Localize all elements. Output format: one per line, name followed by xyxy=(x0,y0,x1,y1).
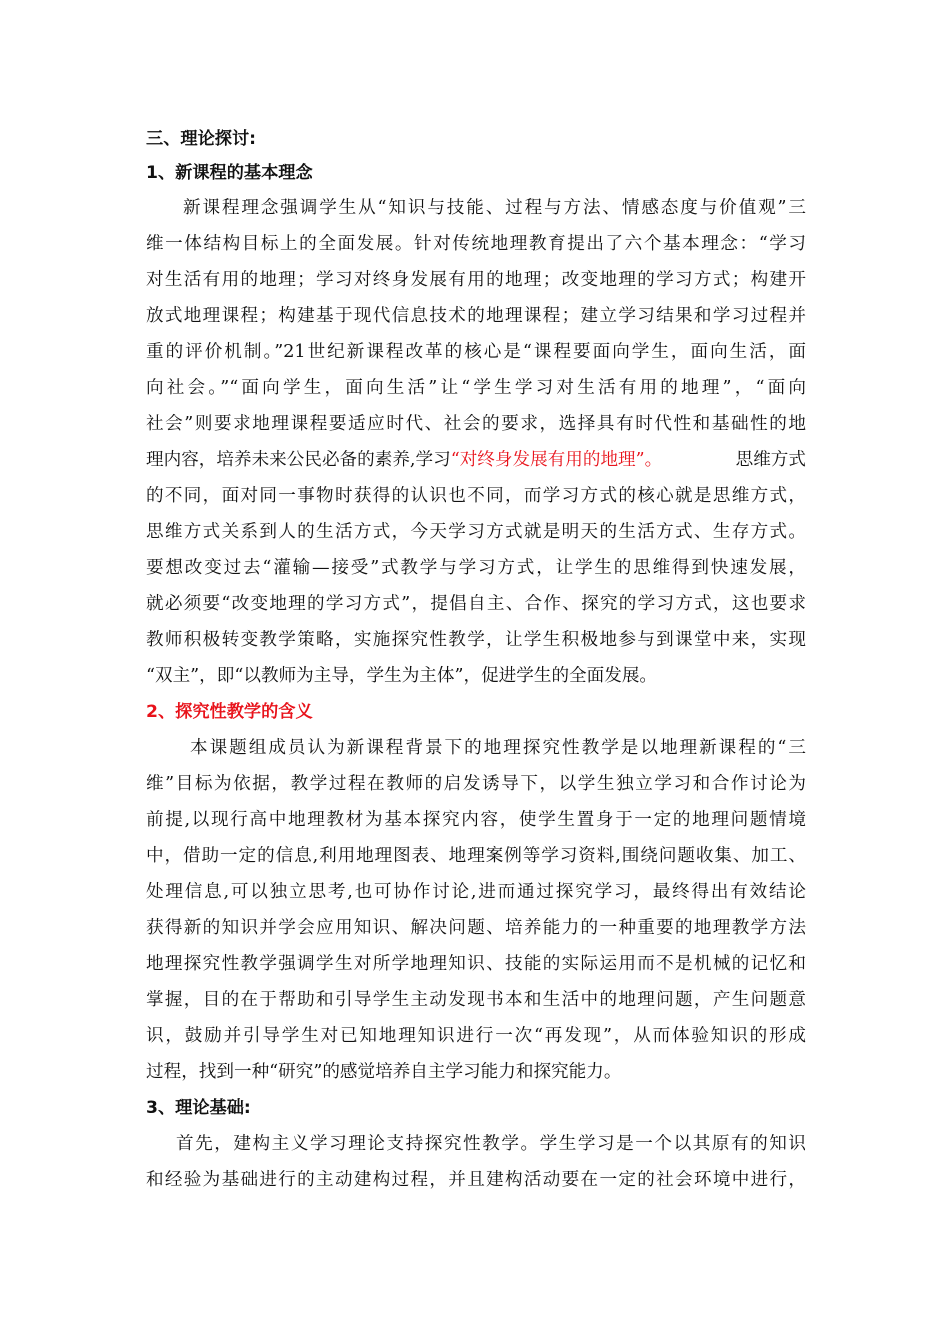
s1-heading: 1、新课程的基本理念 xyxy=(146,163,313,183)
s1-line-11: 要想改变过去“灌输—接受”式教学与学习方式，让学生的思维得到快速发展， xyxy=(146,558,806,578)
s1-line-3: 对生活有用的地理；学习对终身发展有用的地理；改变地理的学习方式；构建开 xyxy=(146,270,806,290)
s2-line-8: 掌握，目的在于帮助和引导学生主动发现书本和生活中的地理问题，产生问题意 xyxy=(146,990,806,1010)
s2-heading: 2、探究性教学的含义 xyxy=(146,702,313,722)
s1-line-4: 放式地理课程；构建基于现代信息技术的地理课程；建立学习结果和学习过程并 xyxy=(146,306,806,326)
s1-line-1: 新课程理念强调学生从“知识与技能、过程与方法、情感态度与价值观”三 xyxy=(183,198,806,218)
s2-line-1: 本课题组成员认为新课程背景下的地理探究性教学是以地理新课程的“三 xyxy=(190,738,806,758)
s1-line-8 xyxy=(146,445,806,475)
s1-line-12: 就必须要“改变地理的学习方式”，提倡自主、合作、探究的学习方式，这也要求 xyxy=(146,594,806,614)
section-title: 三、理论探讨: xyxy=(146,129,256,149)
s3-line-1: 首先，建构主义学习理论支持探究性教学。学生学习是一个以其原有的知识 xyxy=(176,1134,806,1154)
s1-line-6: 向社会。”“面向学生，面向生活”让“学生学习对生活有用的地理”，“面向 xyxy=(146,378,806,398)
s1-line-13: 教师积极转变教学策略，实施探究性教学，让学生积极地参与到课堂中来，实现 xyxy=(146,630,806,650)
s1-line-8-before: 理内容，培养未来公民必备的素养,学习 xyxy=(146,450,451,470)
s1-line-2: 维一体结构目标上的全面发展。针对传统地理教育提出了六个基本理念：“学习 xyxy=(146,234,806,254)
s2-line-6: 获得新的知识并学会应用知识、解决问题、培养能力的一种重要的地理教学方法 xyxy=(146,918,806,938)
s2-line-4: 中，借助一定的信息,利用地理图表、地理案例等学习资料,围绕问题收集、加工、 xyxy=(146,846,806,866)
s2-line-10: 过程，找到一种“研究”的感觉培养自主学习能力和探究能力。 xyxy=(146,1062,622,1082)
s1-line-7: 社会”则要求地理课程要适应时代、社会的要求，选择具有时代性和基础性的地 xyxy=(146,414,806,434)
s2-line-3: 前提,以现行高中地理教材为基本探究内容，使学生置身于一定的地理问题情境 xyxy=(146,810,806,830)
s1-line-8-after: 思维方式 xyxy=(735,450,806,470)
s2-line-2: 维”目标为依据，教学过程在教师的启发诱导下，以学生独立学习和合作讨论为 xyxy=(146,774,806,794)
s2-line-9: 识，鼓励并引导学生对已知地理知识进行一次“再发现”，从而体验知识的形成 xyxy=(146,1026,806,1046)
s1-line-10: 思维方式关系到人的生活方式，今天学习方式就是明天的生活方式、生存方式。 xyxy=(146,522,806,542)
s1-line-8-highlight: “对终身发展有用的地理”。 xyxy=(450,450,663,470)
s2-line-5: 处理信息,可以独立思考,也可协作讨论,进而通过探究学习，最终得出有效结论 xyxy=(146,882,806,902)
s1-line-9: 的不同，面对同一事物时获得的认识也不同，而学习方式的核心就是思维方式， xyxy=(146,486,806,506)
s1-line-5: 重的评价机制。”21世纪新课程改革的核心是“课程要面向学生，面向生活，面 xyxy=(146,342,806,362)
s3-line-2: 和经验为基础进行的主动建构过程，并且建构活动要在一定的社会环境中进行， xyxy=(146,1170,806,1190)
s2-line-7: 地理探究性教学强调学生对所学地理知识、技能的实际运用而不是机械的记忆和 xyxy=(146,954,806,974)
s3-heading: 3、理论基础: xyxy=(146,1098,251,1118)
s1-line-14: “双主”，即“以教师为主导，学生为主体”，促进学生的全面发展。 xyxy=(146,666,658,686)
